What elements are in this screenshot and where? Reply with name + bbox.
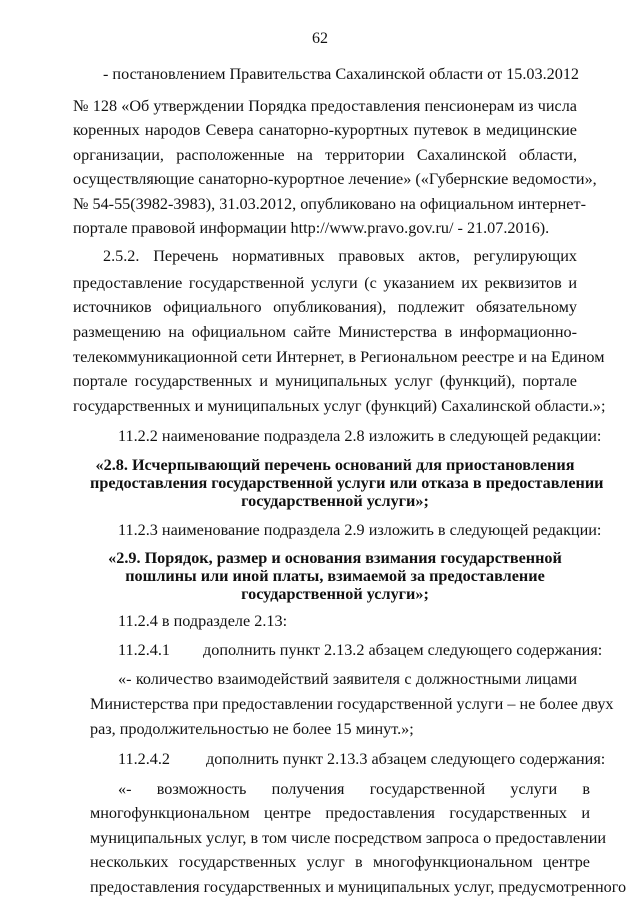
text-line: предоставление государственной услуги (с указанием их реквизитов и xyxy=(73,274,577,292)
item-number: 11.2.4.1 xyxy=(118,641,171,659)
bold-heading-line: «2.8. Исчерпывающий перечень оснований для приостановления xyxy=(95,456,575,474)
text-line: № 54-55(3982-3983), 31.03.2012, опубликовано на официальном интернет- xyxy=(73,195,586,213)
text-line: предоставления государственных и муниципальных услуг, предусмотренного xyxy=(90,878,627,896)
text-line: Министерства при предоставлении государственной услуги – не более двух xyxy=(90,695,614,713)
text-line: государственных и муниципальных услуг (функций) Сахалинской области.»; xyxy=(73,397,606,415)
bold-heading-line: государственной услуги»; xyxy=(241,492,429,510)
text-line: телекоммуникационной сети Интернет, в Региональном реестре и на Едином xyxy=(73,348,605,366)
text-line: «- количество взаимодействий заявителя с должностными лицами xyxy=(118,670,577,688)
text-line: муниципальных услуг, в том числе посредством запроса о предоставлении xyxy=(90,829,607,847)
text-line: 11.2.3 наименование подраздела 2.9 изложить в следующей редакции: xyxy=(118,521,602,539)
item-number: 11.2.4.2 xyxy=(118,750,171,768)
text-line: дополнить пункт 2.13.3 абзацем следующего содержания: xyxy=(206,750,606,768)
text-line: портале государственных и муниципальных услуг (функций), портале xyxy=(73,372,577,390)
bold-heading-line: государственной услуги»; xyxy=(241,585,429,603)
text-line: № 128 «Об утверждении Порядка предоставления пенсионерам из числа xyxy=(73,97,577,115)
bold-heading-line: пошлины или иной платы, взимаемой за предоставление xyxy=(125,567,545,585)
text-line: раз, продолжительностью не более 15 минут.»; xyxy=(90,720,414,738)
bold-heading-line: «2.9. Порядок, размер и основания взимания государственной xyxy=(108,549,562,567)
text-line: портале правовой информации http://www.pravo.gov.ru/ - 21.07.2016). xyxy=(73,219,550,237)
text-line: размещению на официальном сайте Министерства в информационно- xyxy=(73,323,577,341)
page-number: 62 xyxy=(312,30,328,47)
text-line: - постановлением Правительства Сахалинской области от 15.03.2012 xyxy=(103,65,580,83)
text-line: осуществляющие санаторно-курортное лечение» («Губернские ведомости», xyxy=(73,170,597,188)
text-line: дополнить пункт 2.13.2 абзацем следующего содержания: xyxy=(203,641,603,659)
text-line: коренных народов Севера санаторно-курортных путевок в медицинские xyxy=(73,121,577,139)
text-line: источников официального опубликования), подлежит обязательному xyxy=(73,298,577,316)
text-line: «- возможность получения государственной услуги в xyxy=(118,780,590,798)
text-line: 11.2.4 в подразделе 2.13: xyxy=(118,612,288,630)
text-line: организации, расположенные на территории Сахалинской области, xyxy=(73,146,577,164)
bold-heading-line: предоставления государственной услуги или отказа в предоставлении xyxy=(90,474,604,492)
text-line: 2.5.2. Перечень нормативных правовых актов, регулирующих xyxy=(103,247,577,265)
text-line: нескольких государственных услуг в многофункциональном центре xyxy=(90,853,590,871)
text-line: многофункциональном центре предоставления государственных и xyxy=(90,804,590,822)
text-line: 11.2.2 наименование подраздела 2.8 изложить в следующей редакции: xyxy=(118,427,602,445)
